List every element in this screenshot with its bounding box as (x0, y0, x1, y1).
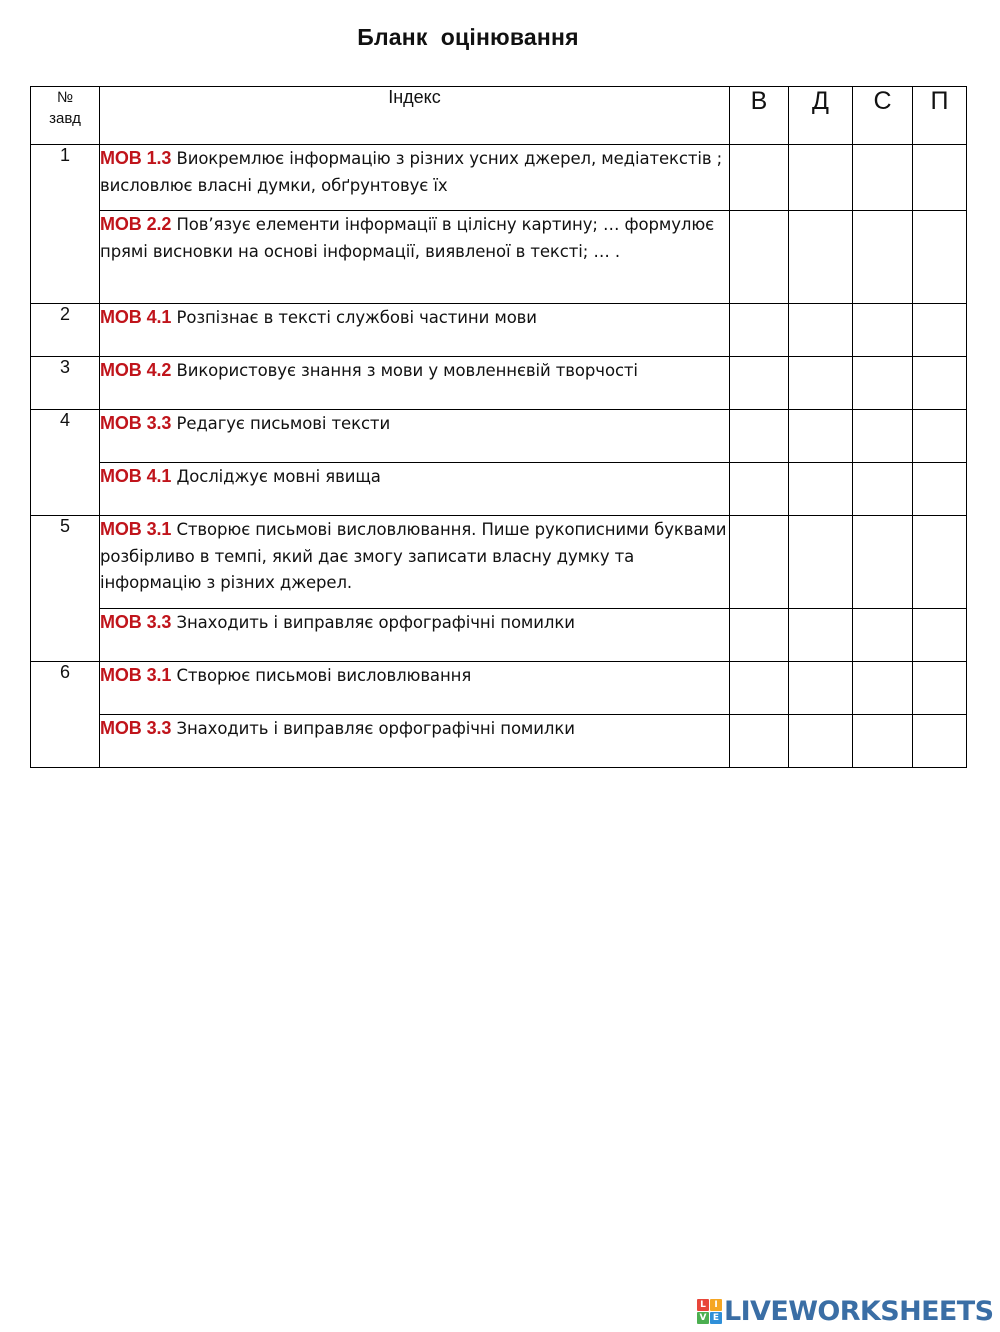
indicator-cell (100, 145, 730, 211)
num-header-line2: завд (49, 110, 81, 127)
grade-cell-s[interactable] (853, 145, 913, 211)
num-header-line1: № (56, 89, 74, 106)
grade-cell-p[interactable] (913, 715, 967, 768)
indicator-cell (100, 304, 730, 357)
logo-text: LIVEWORKSHEETS (724, 1295, 994, 1327)
table-row (31, 609, 967, 662)
grade-cell-d[interactable] (789, 609, 853, 662)
indicator-cell (100, 463, 730, 516)
task-number: 3 (31, 357, 100, 410)
table-row (31, 662, 967, 715)
task-number-header (31, 87, 100, 145)
grade-cell-v[interactable] (730, 715, 789, 768)
grade-cell-s[interactable] (853, 357, 913, 410)
table-row (31, 145, 967, 211)
table-row (31, 357, 967, 410)
table-row (31, 463, 967, 516)
indicator-code: МОВ 1.3 (100, 148, 172, 168)
grade-cell-d[interactable] (789, 211, 853, 304)
grade-cell-s[interactable] (853, 609, 913, 662)
grade-cell-s[interactable] (853, 410, 913, 463)
grade-cell-v[interactable] (730, 516, 789, 609)
grade-cell-s[interactable] (853, 211, 913, 304)
grade-cell-v[interactable] (730, 211, 789, 304)
grade-cell-p[interactable] (913, 211, 967, 304)
logo-mark-e: E (710, 1312, 722, 1324)
grade-cell-d[interactable] (789, 662, 853, 715)
grade-cell-d[interactable] (789, 357, 853, 410)
grade-cell-p[interactable] (913, 304, 967, 357)
grade-cell-p[interactable] (913, 145, 967, 211)
indicator-cell (100, 357, 730, 410)
table-row (31, 211, 967, 304)
grade-cell-v[interactable] (730, 463, 789, 516)
grade-cell-v[interactable] (730, 357, 789, 410)
indicator-cell (100, 516, 730, 609)
indicator-text: Знаходить і виправляє орфографічні помилки (171, 719, 575, 738)
indicator-text: Розпізнає в тексті службові частини мови (171, 308, 537, 327)
header-row (31, 87, 967, 145)
indicator-code: МОВ 3.3 (100, 612, 172, 632)
indicator-text: Пов’язує елементи інформації в цілісну картину; … формулює прямі висновки на основі інформації, виявленої в тексті; … . (100, 215, 715, 261)
indicator-cell (100, 715, 730, 768)
grade-cell-v[interactable] (730, 662, 789, 715)
logo-mark-v: V (697, 1312, 709, 1324)
logo-mark-l: L (697, 1299, 709, 1311)
grade-cell-s[interactable] (853, 304, 913, 357)
grade-cell-d[interactable] (789, 715, 853, 768)
task-number: 2 (31, 304, 100, 357)
grade-cell-d[interactable] (789, 304, 853, 357)
table-row (31, 715, 967, 768)
grade-cell-s[interactable] (853, 662, 913, 715)
assessment-table (30, 86, 967, 768)
indicator-text: Створює письмові висловлювання (171, 666, 472, 685)
indicator-cell (100, 662, 730, 715)
grade-cell-s[interactable] (853, 463, 913, 516)
liveworksheets-logo[interactable] (697, 1294, 993, 1328)
indicator-text: Досліджує мовні явища (171, 467, 381, 486)
indicator-code: МОВ 3.3 (100, 413, 172, 433)
task-number: 4 (31, 410, 100, 516)
grade-cell-d[interactable] (789, 410, 853, 463)
indicator-text: Редагує письмові тексти (171, 414, 391, 433)
grade-cell-d[interactable] (789, 145, 853, 211)
grade-cell-p[interactable] (913, 410, 967, 463)
indicator-code: МОВ 3.1 (100, 665, 172, 685)
grade-header-s: С (853, 87, 913, 145)
grade-cell-d[interactable] (789, 463, 853, 516)
grade-cell-p[interactable] (913, 516, 967, 609)
grade-cell-p[interactable] (913, 357, 967, 410)
table-row (31, 410, 967, 463)
page-title: Бланк оцінювання (357, 24, 579, 50)
grade-cell-p[interactable] (913, 609, 967, 662)
grade-cell-p[interactable] (913, 463, 967, 516)
indicator-cell (100, 609, 730, 662)
indicator-code: МОВ 3.1 (100, 519, 172, 539)
task-number: 1 (31, 145, 100, 304)
liveworksheets-logo-icon (697, 1299, 722, 1324)
grade-cell-d[interactable] (789, 516, 853, 609)
grade-cell-s[interactable] (853, 516, 913, 609)
task-number: 6 (31, 662, 100, 768)
indicator-text: Використовує знання з мови у мовленнєвій творчості (171, 361, 638, 380)
table-row (31, 516, 967, 609)
indicator-text: Створює письмові висловлювання. Пише рукописними буквами розбірливо в темпі, який дає змогу записати власну думку та інформацію з різних джерел. (100, 520, 727, 592)
index-header: Індекс (100, 87, 730, 145)
grade-cell-v[interactable] (730, 145, 789, 211)
grade-cell-s[interactable] (853, 715, 913, 768)
indicator-code: МОВ 4.2 (100, 360, 172, 380)
table-row (31, 304, 967, 357)
grade-cell-v[interactable] (730, 410, 789, 463)
grade-header-p: П (913, 87, 967, 145)
task-number: 5 (31, 516, 100, 662)
indicator-code: МОВ 4.1 (100, 466, 172, 486)
indicator-cell (100, 211, 730, 304)
indicator-code: МОВ 4.1 (100, 307, 172, 327)
grade-cell-v[interactable] (730, 609, 789, 662)
grade-cell-p[interactable] (913, 662, 967, 715)
indicator-text: Виокремлює інформацію з різних усних джерел, медіатекстів ; висловлює власні думки, обґрунтовує їх (100, 149, 723, 195)
grade-header-d: Д (789, 87, 853, 145)
indicator-text: Знаходить і виправляє орфографічні помилки (171, 613, 575, 632)
logo-mark-i: I (710, 1299, 722, 1311)
indicator-code: МОВ 2.2 (100, 214, 172, 234)
indicator-cell (100, 410, 730, 463)
indicator-code: МОВ 3.3 (100, 718, 172, 738)
grade-header-v: В (730, 87, 789, 145)
grade-cell-v[interactable] (730, 304, 789, 357)
